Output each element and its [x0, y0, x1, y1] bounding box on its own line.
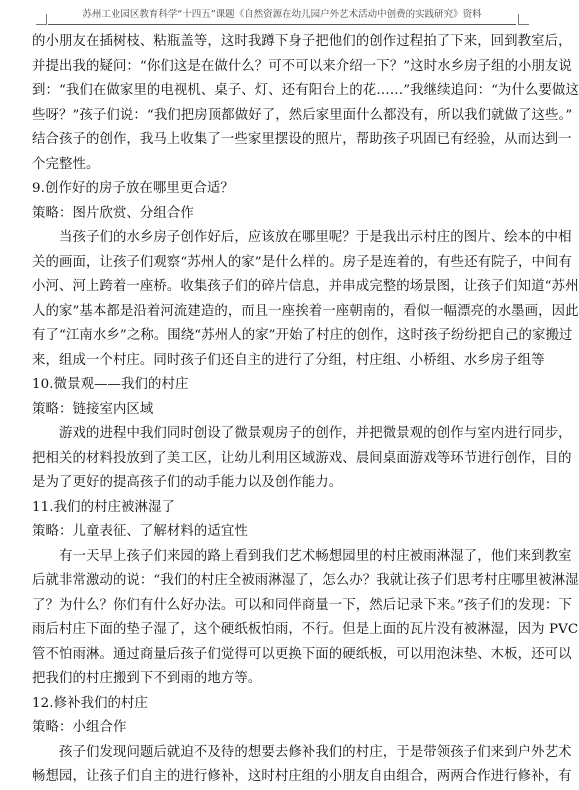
- body-line: 雨后村庄下面的垫子湿了，这个硬纸板怕雨，不行。但是上面的瓦片没有被淋湿，因为 PVC: [32, 622, 579, 637]
- body-line: 把相关的材料投放到了美工区，让幼儿利用区域游戏、晨间桌面游戏等环节进行创作，目的: [32, 450, 572, 466]
- body-line: 孩子们发现问题后就迫不及待的想要去修补我们的村庄，于是带领孩子们来到户外艺术: [59, 744, 572, 760]
- strategy-line: 策略：小组合作: [32, 720, 127, 735]
- section-heading: 11.我们的村庄被淋湿了: [32, 499, 176, 515]
- body-line: 游戏的进程中我们同时创设了微景观房子的创作，并把微景观的创作与室内进行同步，: [59, 426, 572, 441]
- body-line: 的小朋友在插树枝、粘瓶盖等，这时我蹲下身子把他们的创作过程拍了下来，回到教室后，: [32, 34, 572, 49]
- body-line: 小河、河上跨着一座桥。收集孩子们的碎片信息，并串成完整的场景图，让孩子们知道“苏州: [32, 279, 579, 294]
- body-line: 有一天早上孩子们来园的路上看到我们艺术畅想园里的村庄被雨淋湿了，他们来到教室: [59, 548, 572, 564]
- strategy-line: 策略：儿童表征、了解材料的适宜性: [32, 524, 248, 539]
- body-line: 管不怕雨淋。通过商量后孩子们觉得可以更换下面的硬纸板，可以用泡沫垫、木板，还可以: [32, 646, 572, 662]
- body-line: 来，组成一个村庄。同时孩子们还自主的进行了分组，村庄组、小桥组、水乡房子组等: [32, 352, 545, 368]
- body-line: 些呀？”孩子们说：“我们把房顶都做好了，然后家里面什么都没有，所以我们就做了这些。”: [32, 107, 573, 123]
- body-line: 结合孩子的创作，我马上收集了一些家里摆设的照片，帮助孩子巩固已有经验，从而达到一: [32, 132, 572, 147]
- body-line: 并提出我的疑问：“你们这是在做什么？可不可以来介绍一下？”这时水乡房子组的小朋友说: [32, 58, 573, 74]
- strategy-line: 策略：链接室内区域: [32, 401, 154, 417]
- header-corner-mark-left: [36, 14, 47, 25]
- body-line: 当孩子们的水乡房子创作好后，应该放在哪里呢？于是我出示村庄的图片、绘本的中相: [59, 230, 572, 245]
- section-heading: 9.创作好的房子放在哪里更合适？: [32, 181, 234, 196]
- body-line: 关的画面，让孩子们观察“苏州人的家”是什么样的。房子是连着的，有些还有院子，中间有: [32, 254, 573, 270]
- strategy-line: 策略：图片欣赏、分组合作: [32, 205, 194, 221]
- body-line: 畅想园，让孩子们自主的进行修补，这时村庄组的小朋友自由组合，两两合作进行修补，有: [32, 769, 572, 784]
- body-line: 到：“我们在做家里的电视机、桌子、灯、还有阳台上的花……”我继续追问：“为什么要做这: [32, 83, 579, 98]
- header-corner-mark-right: [518, 14, 529, 25]
- document-body: [32, 30, 579, 790]
- section-heading: 12.修补我们的村庄: [32, 695, 149, 711]
- page-header: 苏州工业园区教育科学“十四五”课题《自然资源在幼儿园户外艺术活动中创费的实践研究》资料: [48, 6, 516, 25]
- body-line: 了？为什么？你们有什么好办法。可以和同伴商量一下，然后记录下来。”孩子们的发现：下: [32, 597, 572, 613]
- body-line: 把我们的村庄搬到下不到雨的地方等。: [32, 671, 262, 686]
- body-line: 是为了更好的提高孩子们的动手能力以及创作能力。: [32, 475, 343, 490]
- body-line: 个完整性。: [32, 156, 100, 172]
- body-line: 后就非常激动的说：“我们的村庄全被雨淋湿了，怎么办？我就让孩子们思考村庄哪里被淋湿: [32, 573, 579, 588]
- body-line: 有了“江南水乡”之称。围绕“苏州人的家”开始了村庄的创作，这时孩子纷纷把自己的家搬过: [32, 328, 573, 343]
- section-heading: 10.微景观——我们的村庄: [32, 377, 189, 392]
- body-line: 人的家”基本都是沿着河流建造的，而且一座挨着一座朝南的，看似一幅漂亮的水墨画，因此: [32, 303, 579, 319]
